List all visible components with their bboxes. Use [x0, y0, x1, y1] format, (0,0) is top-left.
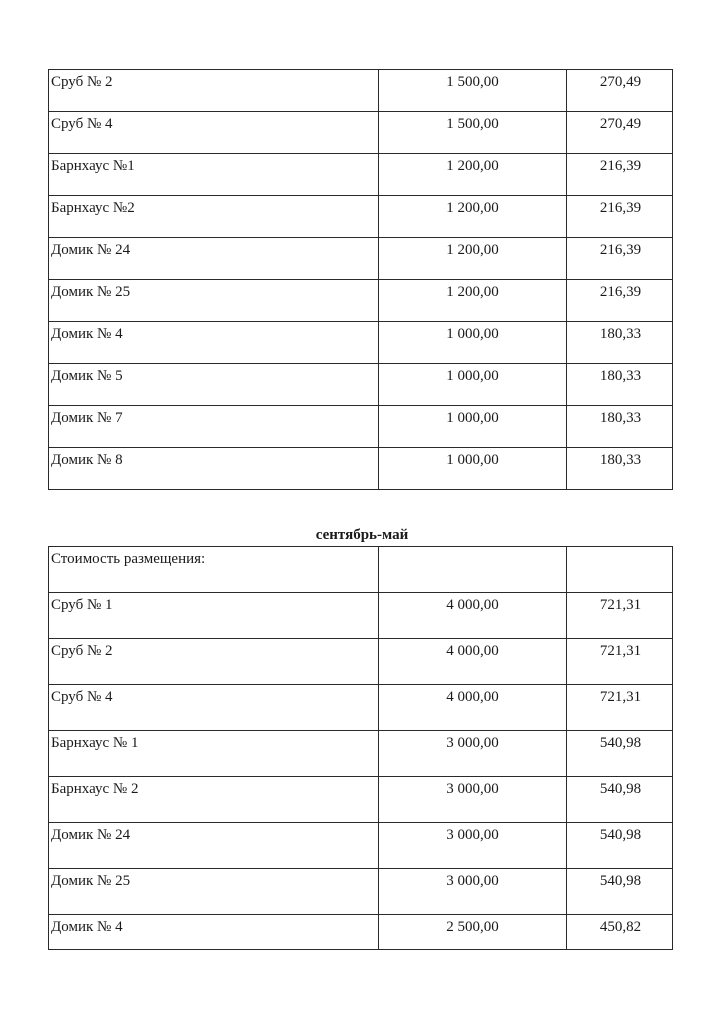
price-cell: 3 000,00 [379, 869, 567, 915]
accommodation-name: Сруб № 4 [49, 685, 379, 731]
accommodation-name: Домик № 24 [49, 238, 379, 280]
table-row [49, 777, 673, 823]
price-cell: 1 000,00 [379, 364, 567, 406]
table-row [49, 154, 673, 196]
table-row [49, 448, 673, 490]
price-cell: 1 200,00 [379, 280, 567, 322]
accommodation-name: Сруб № 2 [49, 639, 379, 685]
table-row [49, 322, 673, 364]
table-row [49, 238, 673, 280]
price-cell: 1 200,00 [379, 196, 567, 238]
tax-cell: 540,98 [567, 777, 673, 823]
table-row [49, 364, 673, 406]
table-row [49, 593, 673, 639]
accommodation-name: Домик № 24 [49, 823, 379, 869]
tax-cell: 180,33 [567, 448, 673, 490]
tax-cell: 721,31 [567, 639, 673, 685]
section-heading: сентябрь-май [315, 527, 409, 543]
header-label: Стоимость размещения: [49, 547, 379, 593]
accommodation-name: Домик № 25 [49, 280, 379, 322]
table-row [49, 685, 673, 731]
table-row [49, 406, 673, 448]
tax-cell: 540,98 [567, 731, 673, 777]
table-row [49, 280, 673, 322]
tax-cell: 270,49 [567, 70, 673, 112]
price-cell: 1 200,00 [379, 154, 567, 196]
accommodation-name: Домик № 4 [49, 915, 379, 950]
tax-cell: 721,31 [567, 685, 673, 731]
table-row [49, 823, 673, 869]
table-row [49, 70, 673, 112]
price-cell: 1 000,00 [379, 406, 567, 448]
accommodation-name: Домик № 7 [49, 406, 379, 448]
tax-cell: 540,98 [567, 869, 673, 915]
price-cell: 1 000,00 [379, 448, 567, 490]
accommodation-name: Барнхаус №2 [49, 196, 379, 238]
accommodation-name: Барнхаус № 2 [49, 777, 379, 823]
tax-cell: 216,39 [567, 238, 673, 280]
tax-cell: 450,82 [567, 915, 673, 950]
accommodation-name: Сруб № 4 [49, 112, 379, 154]
accommodation-name: Сруб № 1 [49, 593, 379, 639]
empty-cell [379, 547, 567, 593]
table-row [49, 639, 673, 685]
price-cell: 3 000,00 [379, 777, 567, 823]
tax-cell: 721,31 [567, 593, 673, 639]
tax-cell: 180,33 [567, 364, 673, 406]
table-row [49, 731, 673, 777]
accommodation-name: Домик № 8 [49, 448, 379, 490]
accommodation-name: Домик № 25 [49, 869, 379, 915]
price-cell: 4 000,00 [379, 685, 567, 731]
price-cell: 1 200,00 [379, 238, 567, 280]
table-row [49, 915, 673, 950]
tax-cell: 216,39 [567, 154, 673, 196]
price-cell: 3 000,00 [379, 731, 567, 777]
table-row [49, 196, 673, 238]
price-cell: 4 000,00 [379, 639, 567, 685]
accommodation-name: Барнхаус №1 [49, 154, 379, 196]
tax-cell: 540,98 [567, 823, 673, 869]
tax-cell: 216,39 [567, 196, 673, 238]
accommodation-name: Домик № 4 [49, 322, 379, 364]
tax-cell: 270,49 [567, 112, 673, 154]
price-cell: 3 000,00 [379, 823, 567, 869]
empty-cell [567, 547, 673, 593]
price-table-winter [48, 546, 673, 950]
table-row [49, 112, 673, 154]
price-cell: 1 500,00 [379, 70, 567, 112]
price-cell: 1 500,00 [379, 112, 567, 154]
tax-cell: 180,33 [567, 406, 673, 448]
table-row [49, 869, 673, 915]
tax-cell: 216,39 [567, 280, 673, 322]
price-cell: 2 500,00 [379, 915, 567, 950]
table-header-row [49, 547, 673, 593]
price-table-summer [48, 69, 673, 490]
accommodation-name: Барнхаус № 1 [49, 731, 379, 777]
price-cell: 4 000,00 [379, 593, 567, 639]
accommodation-name: Сруб № 2 [49, 70, 379, 112]
accommodation-name: Домик № 5 [49, 364, 379, 406]
price-cell: 1 000,00 [379, 322, 567, 364]
tax-cell: 180,33 [567, 322, 673, 364]
